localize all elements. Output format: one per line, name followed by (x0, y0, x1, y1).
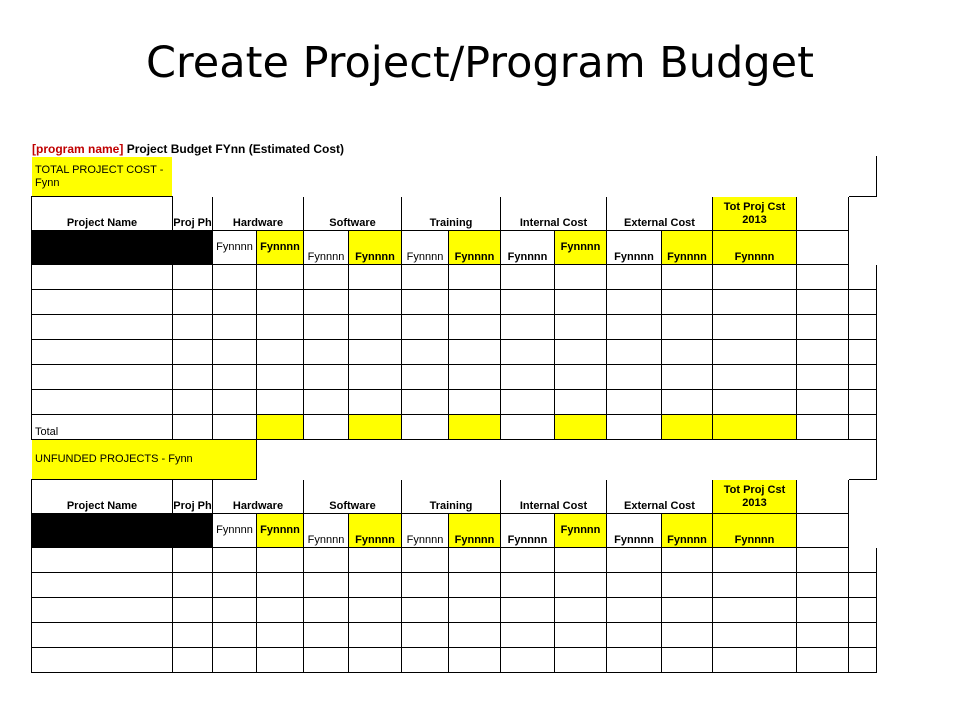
cell[interactable] (257, 265, 304, 290)
fy-cell: Fynnnn (449, 514, 501, 548)
total-label: Total (32, 415, 173, 440)
cell[interactable] (849, 648, 877, 673)
cell[interactable] (349, 265, 402, 290)
cell[interactable] (304, 365, 349, 390)
cell[interactable] (607, 598, 662, 623)
total-row (32, 415, 909, 440)
table-row (32, 365, 909, 390)
extra-cell (877, 290, 909, 315)
extra-cell (797, 480, 849, 514)
table-row (32, 390, 909, 415)
cell[interactable] (257, 623, 304, 648)
cell[interactable] (713, 315, 797, 340)
cell[interactable] (713, 598, 797, 623)
cell[interactable] (607, 265, 662, 290)
spacer (449, 157, 501, 197)
extra-cell (877, 440, 909, 480)
cell[interactable] (449, 623, 501, 648)
cell[interactable] (173, 265, 213, 290)
cell[interactable] (173, 340, 213, 365)
program-name-placeholder: [program name] (32, 142, 124, 156)
cell[interactable] (849, 623, 877, 648)
cell[interactable] (662, 598, 713, 623)
cell[interactable] (607, 290, 662, 315)
total-cell[interactable] (662, 415, 713, 440)
fiscal-year-row (32, 231, 909, 265)
spacer (555, 157, 607, 197)
cell[interactable] (607, 390, 662, 415)
spacer (662, 440, 713, 480)
fy-cell: Fynnnn (304, 231, 349, 265)
cell[interactable] (173, 648, 213, 673)
cell[interactable] (304, 390, 349, 415)
spacer (257, 157, 304, 197)
cell[interactable] (713, 340, 797, 365)
cell[interactable] (713, 290, 797, 315)
col-training: Training (402, 480, 501, 514)
cell[interactable] (173, 390, 213, 415)
cell[interactable] (349, 315, 402, 340)
cell[interactable] (402, 390, 449, 415)
cell[interactable] (849, 598, 877, 623)
table-row (32, 623, 909, 648)
spacer (257, 440, 304, 480)
table-row (32, 648, 909, 673)
cell[interactable] (662, 340, 713, 365)
cell[interactable] (797, 548, 849, 573)
cell[interactable] (213, 548, 257, 573)
cell[interactable] (32, 548, 173, 573)
cell[interactable] (501, 365, 555, 390)
cell[interactable] (349, 340, 402, 365)
extra-cell (877, 340, 909, 365)
fy-cell: Fynnnn (607, 231, 662, 265)
cell[interactable] (662, 315, 713, 340)
cell[interactable] (213, 623, 257, 648)
total-cell[interactable] (257, 415, 304, 440)
spacer (304, 157, 349, 197)
cell[interactable] (555, 573, 607, 598)
extra-cell (877, 157, 909, 197)
cell[interactable] (849, 340, 877, 365)
fy-cell: Fynnnn (501, 514, 555, 548)
extra-cell (797, 231, 849, 265)
cell[interactable] (713, 548, 797, 573)
fy-cell: Fynnnn (257, 231, 304, 265)
fy-cell: Fynnnn (607, 514, 662, 548)
spacer (349, 440, 402, 480)
cell[interactable] (849, 265, 877, 290)
cell[interactable] (32, 648, 173, 673)
cell[interactable] (213, 390, 257, 415)
cell[interactable] (257, 290, 304, 315)
cell[interactable] (662, 623, 713, 648)
cell[interactable] (32, 265, 173, 290)
cell[interactable] (449, 548, 501, 573)
spacer (173, 157, 213, 197)
fy-cell: Fynnnn (713, 514, 797, 548)
cell[interactable] (213, 340, 257, 365)
col-hardware: Hardware (213, 197, 304, 231)
cell[interactable] (257, 315, 304, 340)
cell[interactable] (173, 623, 213, 648)
cell[interactable] (713, 623, 797, 648)
cell[interactable] (797, 573, 849, 598)
cell[interactable] (555, 390, 607, 415)
spacer (402, 157, 449, 197)
spacer (501, 157, 555, 197)
col-tot-proj-cst: Tot Proj Cst 2013 (713, 197, 797, 231)
cell[interactable] (849, 315, 877, 340)
spacer (349, 157, 402, 197)
fy-cell: Fynnnn (449, 231, 501, 265)
cell[interactable] (607, 340, 662, 365)
spacer (402, 440, 449, 480)
cell[interactable] (32, 390, 173, 415)
cell[interactable] (213, 573, 257, 598)
cell[interactable] (501, 340, 555, 365)
cell[interactable] (213, 365, 257, 390)
cell[interactable] (849, 365, 877, 390)
cell[interactable] (797, 623, 849, 648)
cell[interactable] (501, 573, 555, 598)
spacer (713, 157, 797, 197)
table-row (32, 290, 909, 315)
total-cell[interactable] (555, 415, 607, 440)
spacer (555, 440, 607, 480)
cell[interactable] (797, 648, 849, 673)
table-row (32, 340, 909, 365)
cell[interactable] (607, 365, 662, 390)
fy-cell: Fynnnn (555, 231, 607, 265)
col-external-cost: External Cost (607, 480, 713, 514)
total-cell[interactable] (349, 415, 402, 440)
fy-cell: Fynnnn (349, 231, 402, 265)
cell[interactable] (402, 623, 449, 648)
cell[interactable] (501, 390, 555, 415)
cell[interactable] (449, 648, 501, 673)
col-proj-ph: Proj Ph (173, 197, 213, 231)
cell[interactable] (662, 265, 713, 290)
cell[interactable] (173, 548, 213, 573)
cell[interactable] (257, 648, 304, 673)
cell[interactable] (662, 648, 713, 673)
name-header-block (32, 231, 213, 265)
cell[interactable] (213, 265, 257, 290)
cell[interactable] (713, 365, 797, 390)
cell[interactable] (402, 290, 449, 315)
extra-cell (877, 315, 909, 340)
col-tot-proj-cst: Tot Proj Cst 2013 (713, 480, 797, 514)
extra-cell (849, 231, 877, 265)
cell[interactable] (213, 315, 257, 340)
cell[interactable] (32, 290, 173, 315)
cell[interactable] (304, 340, 349, 365)
column-header-row (32, 480, 909, 514)
table-row (32, 573, 909, 598)
col-external-cost: External Cost (607, 197, 713, 231)
fy-cell: Fynnnn (304, 514, 349, 548)
cell[interactable] (607, 315, 662, 340)
table-row (32, 548, 909, 573)
cell[interactable] (849, 290, 877, 315)
cell[interactable] (501, 290, 555, 315)
fy-cell: Fynnnn (713, 231, 797, 265)
cell[interactable] (449, 290, 501, 315)
cell[interactable] (849, 573, 877, 598)
spacer (449, 440, 501, 480)
cell[interactable] (257, 573, 304, 598)
cell[interactable] (402, 365, 449, 390)
cell[interactable] (402, 340, 449, 365)
cell[interactable] (402, 648, 449, 673)
fy-cell: Fynnnn (501, 231, 555, 265)
section-label-row (32, 157, 909, 197)
spacer (607, 157, 662, 197)
fy-cell: Fynnnn (349, 514, 402, 548)
cell[interactable] (449, 340, 501, 365)
cell[interactable] (173, 365, 213, 390)
fy-cell: Fynnnn (213, 514, 257, 548)
cell[interactable] (449, 390, 501, 415)
cell[interactable] (402, 315, 449, 340)
cell[interactable] (501, 623, 555, 648)
table-row (32, 265, 909, 290)
cell[interactable] (32, 315, 173, 340)
col-project-name: Project Name (32, 480, 173, 514)
cell[interactable] (257, 390, 304, 415)
extra-cell (797, 514, 849, 548)
cell[interactable] (797, 265, 849, 290)
fy-cell: Fynnnn (257, 514, 304, 548)
cell[interactable] (32, 340, 173, 365)
cell[interactable] (555, 548, 607, 573)
cell[interactable] (713, 265, 797, 290)
cell[interactable] (555, 598, 607, 623)
fy-cell: Fynnnn (662, 231, 713, 265)
cell[interactable] (304, 315, 349, 340)
cell[interactable] (662, 290, 713, 315)
cell[interactable] (402, 265, 449, 290)
extra-cell (877, 415, 909, 440)
col-software: Software (304, 480, 402, 514)
cell[interactable] (662, 573, 713, 598)
cell[interactable] (555, 623, 607, 648)
cell[interactable] (662, 548, 713, 573)
spacer (797, 440, 849, 480)
cell[interactable] (555, 648, 607, 673)
extra-cell (877, 365, 909, 390)
spacer (662, 157, 713, 197)
cell[interactable] (349, 548, 402, 573)
cell[interactable] (555, 365, 607, 390)
cell[interactable] (304, 265, 349, 290)
cell[interactable] (797, 390, 849, 415)
cell[interactable] (213, 648, 257, 673)
extra-cell (877, 648, 909, 673)
cell[interactable] (213, 290, 257, 315)
cell[interactable] (402, 598, 449, 623)
cell[interactable] (607, 623, 662, 648)
cell[interactable] (501, 648, 555, 673)
extra-cell (849, 440, 877, 480)
cell[interactable] (797, 290, 849, 315)
col-project-name: Project Name (32, 197, 173, 231)
section-label: UNFUNDED PROJECTS - Fynn (32, 440, 257, 480)
fy-cell: Fynnnn (402, 514, 449, 548)
cell[interactable] (797, 340, 849, 365)
sheet-header-text: Project Budget FYnn (Estimated Cost) (123, 142, 345, 156)
cell[interactable] (607, 648, 662, 673)
cell[interactable] (501, 315, 555, 340)
col-internal-cost: Internal Cost (501, 197, 607, 231)
spacer (713, 440, 797, 480)
cell[interactable] (797, 415, 849, 440)
extra-cell (877, 573, 909, 598)
cell[interactable] (797, 598, 849, 623)
cell[interactable] (501, 598, 555, 623)
slide-title: Create Project/Program Budget (146, 38, 814, 88)
spacer (304, 440, 349, 480)
cell[interactable] (849, 415, 877, 440)
cell[interactable] (213, 598, 257, 623)
cell[interactable] (257, 340, 304, 365)
extra-cell (877, 623, 909, 648)
extra-cell (877, 390, 909, 415)
cell[interactable] (349, 623, 402, 648)
cell[interactable] (449, 573, 501, 598)
col-internal-cost: Internal Cost (501, 480, 607, 514)
cell[interactable] (797, 365, 849, 390)
cell[interactable] (402, 548, 449, 573)
cell[interactable] (257, 598, 304, 623)
name-header-block (32, 514, 213, 548)
cell[interactable] (32, 573, 173, 598)
section-label: TOTAL PROJECT COST - Fynn (32, 157, 173, 197)
cell[interactable] (449, 365, 501, 390)
cell[interactable] (662, 390, 713, 415)
cell[interactable] (257, 548, 304, 573)
cell[interactable] (501, 415, 555, 440)
extra-cell (797, 197, 849, 231)
cell[interactable] (449, 265, 501, 290)
col-training: Training (402, 197, 501, 231)
cell[interactable] (349, 648, 402, 673)
fy-cell: Fynnnn (213, 231, 257, 265)
cell[interactable] (173, 573, 213, 598)
extra-cell (877, 598, 909, 623)
cell[interactable] (304, 290, 349, 315)
cell[interactable] (304, 648, 349, 673)
table-row (32, 598, 909, 623)
cell[interactable] (449, 315, 501, 340)
cell[interactable] (713, 648, 797, 673)
extra-cell (877, 548, 909, 573)
cell[interactable] (32, 623, 173, 648)
spacer (797, 157, 849, 197)
cell[interactable] (713, 390, 797, 415)
spacer (213, 157, 257, 197)
cell[interactable] (501, 265, 555, 290)
cell[interactable] (501, 548, 555, 573)
cell[interactable] (662, 365, 713, 390)
table-row (32, 315, 909, 340)
col-proj-ph: Proj Ph (173, 480, 213, 514)
fy-cell: Fynnnn (555, 514, 607, 548)
fiscal-year-row (32, 514, 909, 548)
extra-cell (849, 514, 877, 548)
cell[interactable] (555, 290, 607, 315)
cell[interactable] (213, 415, 257, 440)
cell[interactable] (173, 415, 213, 440)
extra-cell (849, 197, 877, 231)
total-cell[interactable] (449, 415, 501, 440)
cell[interactable] (349, 573, 402, 598)
cell[interactable] (304, 415, 349, 440)
budget-sheet (31, 156, 909, 673)
cell[interactable] (607, 573, 662, 598)
extra-cell (877, 265, 909, 290)
cell[interactable] (402, 573, 449, 598)
cell[interactable] (849, 548, 877, 573)
cell[interactable] (555, 340, 607, 365)
cell[interactable] (304, 548, 349, 573)
cell[interactable] (449, 598, 501, 623)
cell[interactable] (349, 390, 402, 415)
cell[interactable] (555, 265, 607, 290)
fy-cell: Fynnnn (402, 231, 449, 265)
cell[interactable] (797, 315, 849, 340)
spacer (501, 440, 555, 480)
spacer (607, 440, 662, 480)
col-software: Software (304, 197, 402, 231)
cell[interactable] (713, 573, 797, 598)
cell[interactable] (304, 598, 349, 623)
cell[interactable] (349, 365, 402, 390)
col-hardware: Hardware (213, 480, 304, 514)
cell[interactable] (349, 290, 402, 315)
cell[interactable] (304, 573, 349, 598)
cell[interactable] (173, 315, 213, 340)
column-header-row (32, 197, 909, 231)
cell[interactable] (257, 365, 304, 390)
total-cell[interactable] (713, 415, 797, 440)
cell[interactable] (304, 623, 349, 648)
cell[interactable] (402, 415, 449, 440)
cell[interactable] (32, 365, 173, 390)
cell[interactable] (32, 598, 173, 623)
cell[interactable] (607, 548, 662, 573)
extra-cell (849, 480, 877, 514)
cell[interactable] (555, 315, 607, 340)
cell[interactable] (173, 290, 213, 315)
section-label-row (32, 440, 909, 480)
sheet-header (32, 142, 344, 156)
cell[interactable] (607, 415, 662, 440)
fy-cell: Fynnnn (662, 514, 713, 548)
cell[interactable] (849, 390, 877, 415)
cell[interactable] (349, 598, 402, 623)
extra-cell (849, 157, 877, 197)
cell[interactable] (173, 598, 213, 623)
